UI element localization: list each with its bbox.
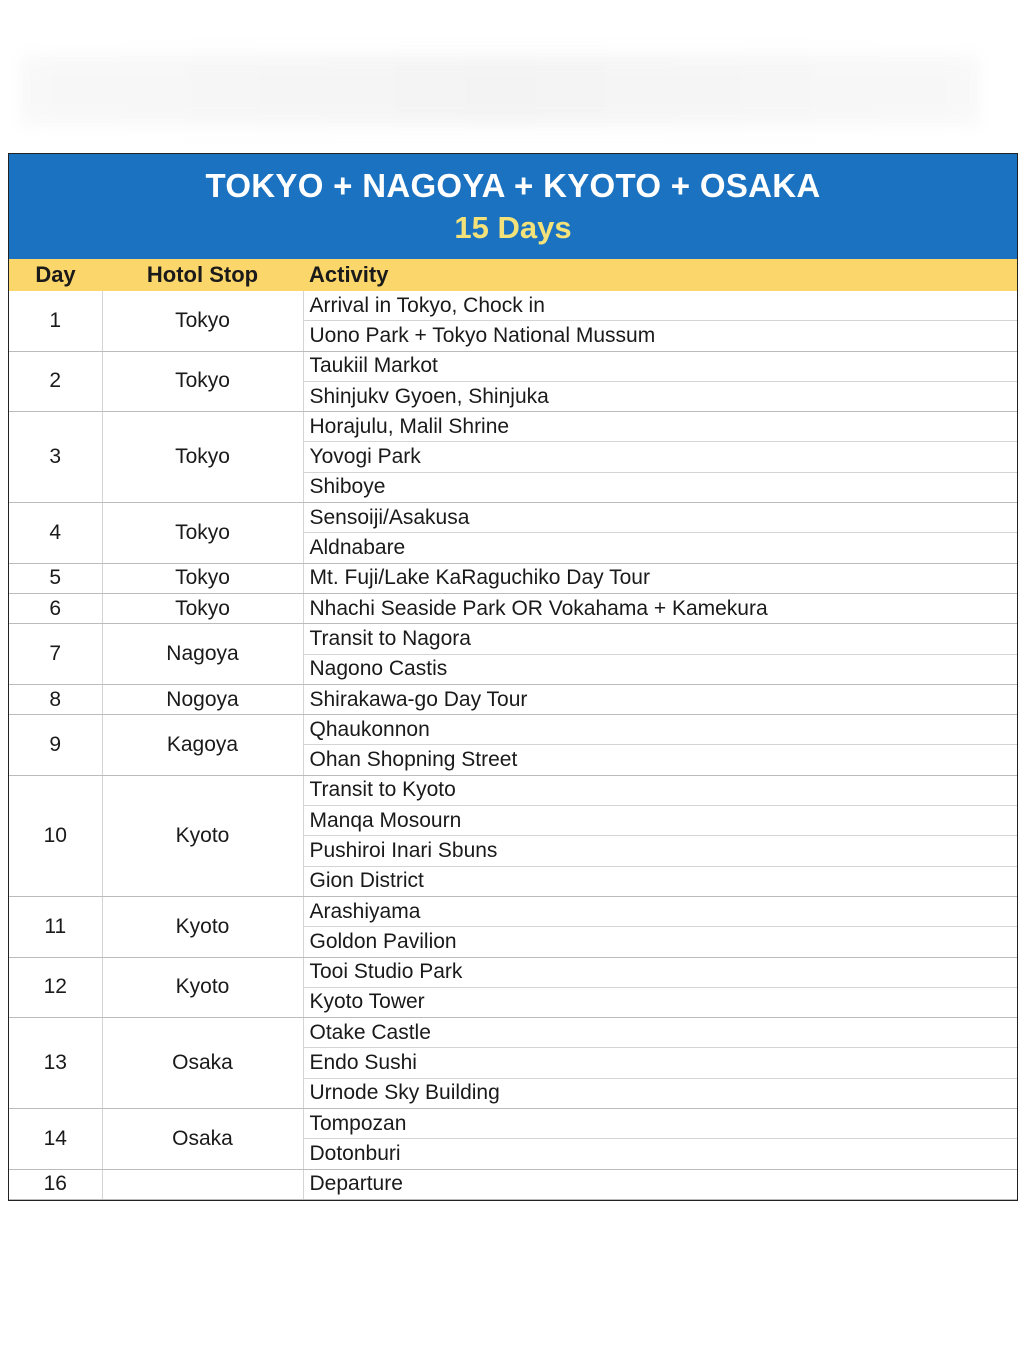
day-number: 6 xyxy=(9,593,102,623)
activity-cell: Shirakawa-go Day Tour xyxy=(303,684,1017,714)
itinerary-title: TOKYO + NAGOYA + KYOTO + OSAKA xyxy=(205,167,821,204)
activity-cell: Otake Castle xyxy=(303,1018,1017,1048)
hotel-stop xyxy=(102,1169,303,1199)
activity-cell: Sensoiji/Asakusa xyxy=(303,503,1017,533)
hotel-stop: Kyoto xyxy=(102,775,303,896)
hotel-stop: Kyoto xyxy=(102,957,303,1018)
table-row xyxy=(9,1018,1017,1048)
day-number: 1 xyxy=(9,291,102,351)
table-row xyxy=(9,684,1017,714)
activity-cell: Transit to Kyoto xyxy=(303,775,1017,805)
activity-cell: Mt. Fuji/Lake KaRaguchiko Day Tour xyxy=(303,563,1017,593)
hotel-stop: Tokyo xyxy=(102,351,303,412)
hotel-stop: Nogoya xyxy=(102,684,303,714)
table-row xyxy=(9,351,1017,381)
table-row xyxy=(9,1109,1017,1139)
table-row xyxy=(9,715,1017,745)
activity-cell: Departure xyxy=(303,1169,1017,1199)
activity-cell: Qhaukonnon xyxy=(303,715,1017,745)
activity-cell: Transit to Nagora xyxy=(303,624,1017,654)
day-number: 16 xyxy=(9,1169,102,1199)
activity-cell: Arashiyama xyxy=(303,896,1017,926)
header-day: Day xyxy=(9,259,102,291)
activity-cell: Kyoto Tower xyxy=(303,987,1017,1017)
activity-cell: Tompozan xyxy=(303,1109,1017,1139)
header-activity: Activity xyxy=(303,259,1017,291)
day-number: 5 xyxy=(9,563,102,593)
day-number: 2 xyxy=(9,351,102,412)
table-row xyxy=(9,593,1017,623)
hotel-stop: Tokyo xyxy=(102,593,303,623)
activity-cell: Tooi Studio Park xyxy=(303,957,1017,987)
activity-cell: Taukiil Markot xyxy=(303,351,1017,381)
activity-cell: Yovogi Park xyxy=(303,442,1017,472)
activity-cell: Endo Sushi xyxy=(303,1048,1017,1078)
activity-cell: Goldon Pavilion xyxy=(303,927,1017,957)
hotel-stop: Tokyo xyxy=(102,503,303,564)
day-number: 11 xyxy=(9,896,102,957)
activity-cell: Manqa Mosourn xyxy=(303,806,1017,836)
activity-cell: Dotonburi xyxy=(303,1139,1017,1169)
table-row xyxy=(9,563,1017,593)
day-number: 7 xyxy=(9,624,102,685)
activity-cell: Shinjukv Gyoen, Shinjuka xyxy=(303,381,1017,411)
table-row xyxy=(9,503,1017,533)
day-number: 4 xyxy=(9,503,102,564)
itinerary-duration: 15 Days xyxy=(454,210,572,245)
activity-cell: Ohan Shopning Street xyxy=(303,745,1017,775)
table-row xyxy=(9,775,1017,805)
table-row xyxy=(9,624,1017,654)
activity-cell: Pushiroi Inari Sbuns xyxy=(303,836,1017,866)
itinerary-card xyxy=(8,153,1018,1201)
day-number: 3 xyxy=(9,412,102,503)
day-number: 13 xyxy=(9,1018,102,1109)
table-header-row xyxy=(9,259,1017,291)
activity-cell: Nagono Castis xyxy=(303,654,1017,684)
hotel-stop: Nagoya xyxy=(102,624,303,685)
activity-cell: Shiboye xyxy=(303,472,1017,502)
table-row xyxy=(9,1169,1017,1199)
hotel-stop: Tokyo xyxy=(102,291,303,351)
day-number: 14 xyxy=(9,1109,102,1170)
itinerary-table xyxy=(9,259,1017,1200)
day-number: 8 xyxy=(9,684,102,714)
table-row xyxy=(9,291,1017,321)
hotel-stop: Osaka xyxy=(102,1018,303,1109)
hotel-stop: Kagoya xyxy=(102,715,303,776)
day-number: 9 xyxy=(9,715,102,776)
title-banner xyxy=(9,154,1017,259)
activity-cell: Arrival in Tokyo, Chock in xyxy=(303,291,1017,321)
activity-cell: Horajulu, Malil Shrine xyxy=(303,412,1017,442)
blurred-header-text xyxy=(20,55,980,125)
activity-cell: Uono Park + Tokyo National Mussum xyxy=(303,321,1017,351)
activity-cell: Gion District xyxy=(303,866,1017,896)
hotel-stop: Kyoto xyxy=(102,896,303,957)
activity-cell: Nhachi Seaside Park OR Vokahama + Kamekura xyxy=(303,593,1017,623)
day-number: 12 xyxy=(9,957,102,1018)
activity-cell: Urnode Sky Building xyxy=(303,1078,1017,1108)
table-row xyxy=(9,412,1017,442)
table-row xyxy=(9,896,1017,926)
itinerary-body xyxy=(9,291,1017,1199)
table-row xyxy=(9,957,1017,987)
hotel-stop: Tokyo xyxy=(102,412,303,503)
activity-cell: Aldnabare xyxy=(303,533,1017,563)
hotel-stop: Tokyo xyxy=(102,563,303,593)
hotel-stop: Osaka xyxy=(102,1109,303,1170)
header-hotel-stop: Hotol Stop xyxy=(102,259,303,291)
day-number: 10 xyxy=(9,775,102,896)
